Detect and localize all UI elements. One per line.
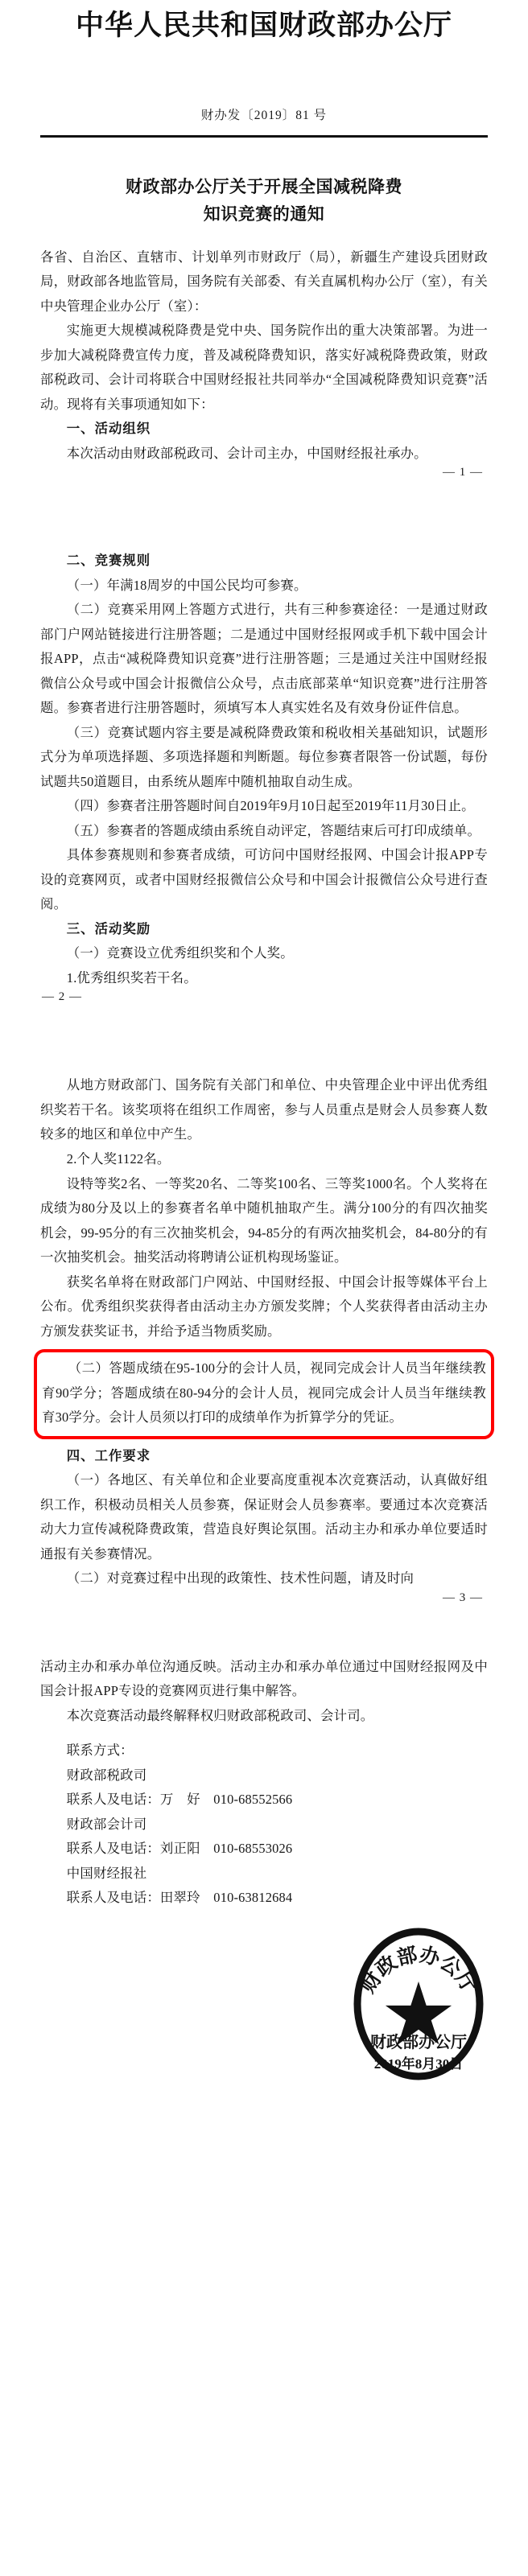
svg-text:财政部办公厅: 财政部办公厅: [370, 2033, 467, 2051]
page-title-line-1: 财政部办公厅关于开展全国减税降费: [126, 176, 402, 196]
section-2-paragraph-3: （三）竞赛试题内容主要是减税降费政策和税收相关基础知识，试题形式分为单项选择题、多项选择题和判断题。每位参赛者限答一份试题，每份试题共50道题目，由系统从题库中随机抽取自动生成。: [40, 724, 488, 789]
section-2-paragraph-2: （二）竞赛采用网上答题方式进行，共有三种参赛途径：一是通过财政部门户网站链接进行注册答题；二是通过中国财经报网或手机下载中国会计报APP，点击“减税降费知识竞赛”进行注册答题；三是通过关注中国财经报微信公众号或中国会计报微信公众号，点击底部菜单“知识竞赛”进行注册答题。参赛者进行注册答题时，须填写本人真实姓名及有效身份证件信息。: [40, 602, 488, 716]
section-3-paragraph-4: 2.个人奖1122名。: [66, 1151, 171, 1167]
official-seal: [350, 1925, 487, 2083]
contact-person-3: 联系人及电话：田翠玲 010-63812684: [66, 1890, 293, 1906]
seal-area: [40, 1911, 488, 2112]
document-body: [40, 228, 488, 2112]
svg-text:财政部办公厅: 财政部办公厅: [357, 1944, 481, 1998]
section-4-paragraph-1: （一）各地区、有关单位和企业要高度重视本次竞赛活动，认真做好组织工作，积极动员相关人员参赛，保证财会人员参赛率。要通过本次竞赛活动大力宣传减税降费政策，营造良好舆论氛围。活动主办和承办单位要适时通报有关参赛情况。: [40, 1472, 488, 1562]
section-2-paragraph-1: （一）年满18周岁的中国公民均可参赛。: [66, 577, 307, 593]
section-heading-1: 一、活动组织: [66, 421, 151, 437]
section-3-paragraph-1: （一）竞赛设立优秀组织奖和个人奖。: [66, 945, 294, 961]
section-heading-3: 三、活动奖励: [66, 920, 151, 936]
addressee-block: 各省、自治区、直辖市、计划单列市财政厅（局），新疆生产建设兵团财政局，财政部各地监管局，国务院有关部委、有关直属机构办公厅（室），有关中央管理企业办公厅（室）：: [40, 249, 488, 314]
contact-org-3: 中国财经报社: [66, 1865, 147, 1881]
spacer: [40, 1728, 488, 1739]
section-3-paragraph-2: 1.优秀组织奖若干名。: [66, 969, 197, 986]
section-3-paragraph-6: 获奖名单将在财政部门户网站、中国财经报、中国会计报等媒体平台上公布。优秀组织奖获得者由活动主办方颁发奖牌；个人奖获得者由活动主办方颁发获奖证书，并给予适当物质奖励。: [40, 1274, 488, 1339]
intro-paragraph: 实施更大规模减税降费是党中央、国务院作出的重大决策部署。为进一步加大减税降费宣传力度，普及减税降费知识，落实好减税降费政策，财政部税政司、会计司将联合中国财经报社共同举办“全国减税降费知识竞赛”活动。现将有关事项通知如下：: [40, 323, 488, 412]
section-heading-2: 二、竞赛规则: [66, 553, 151, 569]
contact-person-1: 联系人及电话：万 好 010-68552566: [66, 1792, 293, 1808]
section-heading-4: 四、工作要求: [66, 1447, 151, 1463]
section-2-paragraph-6: 具体参赛规则和参赛者成绩，可访问中国财经报网、中国会计报APP专设的竞赛网页，或者中国财经报微信公众号和中国会计报微信公众号进行查阅。: [40, 847, 488, 912]
section-3-paragraph-3: 从地方财政部门、国务院有关部门和单位、中央管理企业中评出优秀组织奖若干名。该奖项将在组织工作周密，参与人员重点是财会人员参赛人数较多的地区和单位中产生。: [40, 1077, 488, 1142]
contact-org-2: 财政部会计司: [66, 1816, 147, 1832]
section-1-paragraph-1: 本次活动由财政部税政司、会计司主办，中国财经报社承办。: [66, 445, 427, 461]
contact-person-2: 联系人及电话：刘正阳 010-68553026: [66, 1841, 293, 1857]
section-4-paragraph-3: 本次竞赛活动最终解释权归财政部税政司、会计司。: [66, 1707, 374, 1723]
page-number-3: — 3 —: [443, 1590, 483, 1604]
highlighted-clause-text: （二）答题成绩在95-100分的会计人员，视同完成会计人员当年继续教育90学分；答题成绩在80-94分的会计人员，视同完成会计人员当年继续教育30学分。会计人员须以打印的成绩单作为折算学分的凭证。: [42, 1360, 486, 1426]
page-number-2: — 2 —: [42, 990, 82, 1004]
highlighted-clause-box: [34, 1349, 494, 1439]
section-2-paragraph-4: （四）参赛者注册答题时间自2019年9月10日起至2019年11月30日止。: [66, 798, 475, 814]
page-break-1: [40, 479, 488, 549]
section-4-paragraph-2-part-2: 活动主办和承办单位沟通反映。活动主办和承办单位通过中国财经报网及中国会计报APP专设的竞赛网页进行集中解答。: [40, 1658, 488, 1699]
section-3-paragraph-5: 设特等奖2名、一等奖20名、二等奖100名、三等奖1000名。个人奖将在成绩为80分及以上的参赛者名单中随机抽取产生。满分100分的有四次抽奖机会，99-95分的有三次抽奖机会，94-85分的有两次抽奖机会，84-80分的有一次抽奖机会。抽奖活动将聘请公证机构现场鉴证。: [40, 1175, 488, 1265]
document-number: 财办发〔2019〕81 号: [200, 108, 328, 122]
page-break-3: [40, 1605, 488, 1655]
page-number-1: — 1 —: [443, 466, 483, 479]
page-title: [0, 173, 528, 228]
page-title-line-2: 知识竞赛的通知: [203, 204, 325, 224]
contact-block: [40, 1739, 488, 1911]
contact-label: 联系方式：: [66, 1743, 134, 1759]
header-rule: [40, 135, 488, 138]
section-2-paragraph-5: （五）参赛者的答题成绩由系统自动评定，答题结束后可打印成绩单。: [66, 822, 481, 838]
seal-date: 2019年8月30日: [373, 2055, 464, 2072]
contact-org-1: 财政部税政司: [66, 1767, 147, 1783]
masthead-title: 中华人民共和国财政部办公厅: [75, 10, 452, 41]
section-4-paragraph-2-part-1: （二）对竞赛过程中出现的政策性、技术性问题，请及时向: [66, 1570, 415, 1586]
page-break-2: [40, 1004, 488, 1073]
